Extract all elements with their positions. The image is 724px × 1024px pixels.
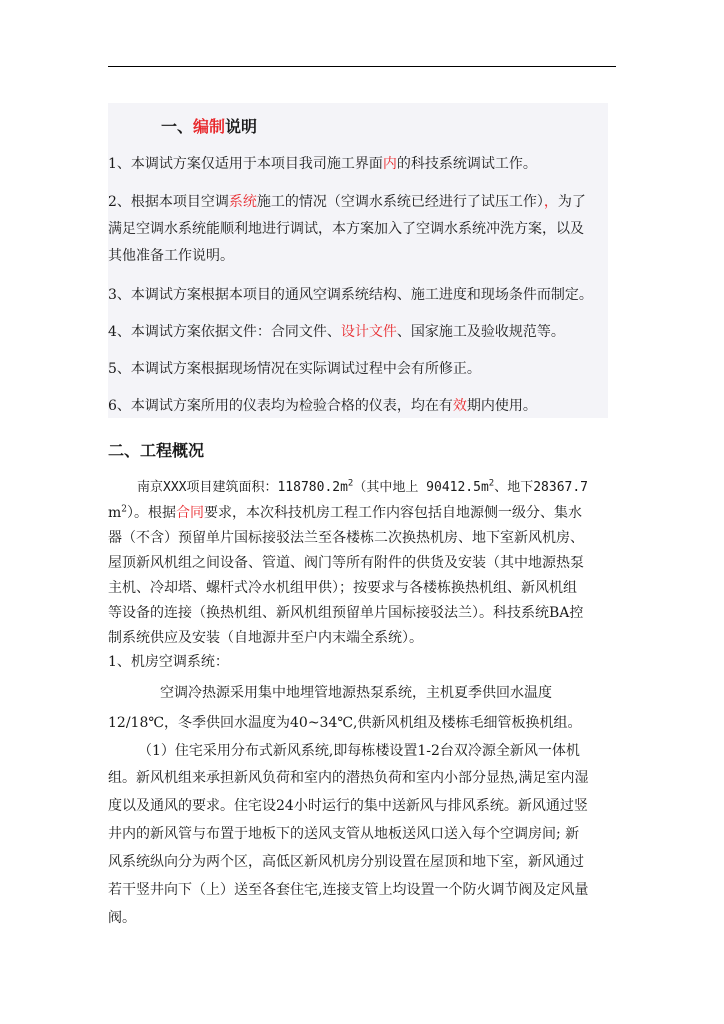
fresh-air-line-4: 井内的新风管与布置于地板下的送风支管从地板送风口送入每个空调房间; 新: [108, 826, 580, 842]
section1-item-3: 3、本调试方案根据本项目的通风空调系统结构、施工进度和现场条件而制定。: [108, 287, 593, 303]
top-rule: [108, 66, 616, 67]
section1-item-2-cont: 满足空调水系统能顺利地进行调试，本方案加入了空调水系统冲洗方案，以及: [108, 221, 584, 237]
overview-line-4: 屋顶新风机组之间设备、管道、阀门等所有附件的供货及安装（其中地源热泵: [108, 555, 584, 571]
fresh-air-line-6: 若干竖井向下（上）送至各套住宅,连接支管上均设置一个防火调节阀及定风量: [108, 882, 589, 898]
overview-line-7: 制系统供应及安装（自地源井至户内末端全系统）。: [108, 630, 423, 646]
overview-line-1: 南京XXX项目建筑面积：$118780.2m^2$（其中地上 $90412.5m^2$、地下28367.7: [137, 478, 589, 495]
hvac-source-line-1: 空调冷热源采用集中地埋管地源热泵系统，主机夏季供回水温度: [160, 685, 552, 701]
fresh-air-line-1: （1）住宅采用分布式新风系统,即每栋楼设置1-2台双冷源全新风一体机: [138, 743, 580, 759]
fresh-air-line-7: 阀。: [108, 910, 136, 926]
fresh-air-line-5: 风系统纵向分为两个区，高低区新风机房分别设置在屋顶和地下室，新风通过: [108, 854, 584, 870]
subsection-1-title: 1、机房空调系统：: [108, 654, 229, 670]
fresh-air-line-3: 度以及通风的要求。住宅设24小时运行的集中送新风与排风系统。新风通过竖: [108, 798, 588, 814]
section1-item-4: 4、本调试方案依据文件：合同文件、设计文件、国家施工及验收规范等。: [108, 324, 565, 340]
fresh-air-line-2: 组。新风机组来承担新风负荷和室内的潜热负荷和室内小部分显热,满足室内湿: [108, 770, 589, 786]
overview-line-5: 主机、冷却塔、螺杆式冷水机组甲供）；按要求与各楼栋换热机组、新风机组: [108, 580, 577, 596]
section2-title: 二、工程概况: [108, 441, 205, 460]
hvac-source-line-2: 12/18℃，冬季供回水温度为40~34℃,供新风机组及楼栋毛细管板换机组。: [108, 715, 582, 731]
overview-line-2: $m^2$）。根据合同要求，本次科技机房工程工作内容包括自地源侧一级分、集水: [108, 504, 583, 521]
section1-item-6: 6、本调试方案所用的仪表均为检验合格的仪表，均在有效期内使用。: [108, 398, 537, 414]
section1-item-1: 1、本调试方案仅适用于本项目我司施工界面内的科技系统调试工作。: [108, 156, 537, 172]
overview-line-3: 器（不含）预留单片国标接驳法兰至各楼栋二次换热机房、地下室新风机房、: [108, 530, 584, 546]
section1-title: 一、编制说明: [161, 117, 258, 136]
section1-item-2: 2、根据本项目空调系统施工的情况（空调水系统已经进行了试压工作），为了: [108, 194, 586, 210]
section1-item-2-cont2: 其他准备工作说明。: [108, 248, 234, 264]
section1-item-5: 5、本调试方案根据现场情况在实际调试过程中会有所修正。: [108, 361, 481, 377]
overview-line-6: 等设备的连接（换热机组、新风机组预留单片国标接驳法兰）。科技系统BA控: [108, 605, 584, 621]
